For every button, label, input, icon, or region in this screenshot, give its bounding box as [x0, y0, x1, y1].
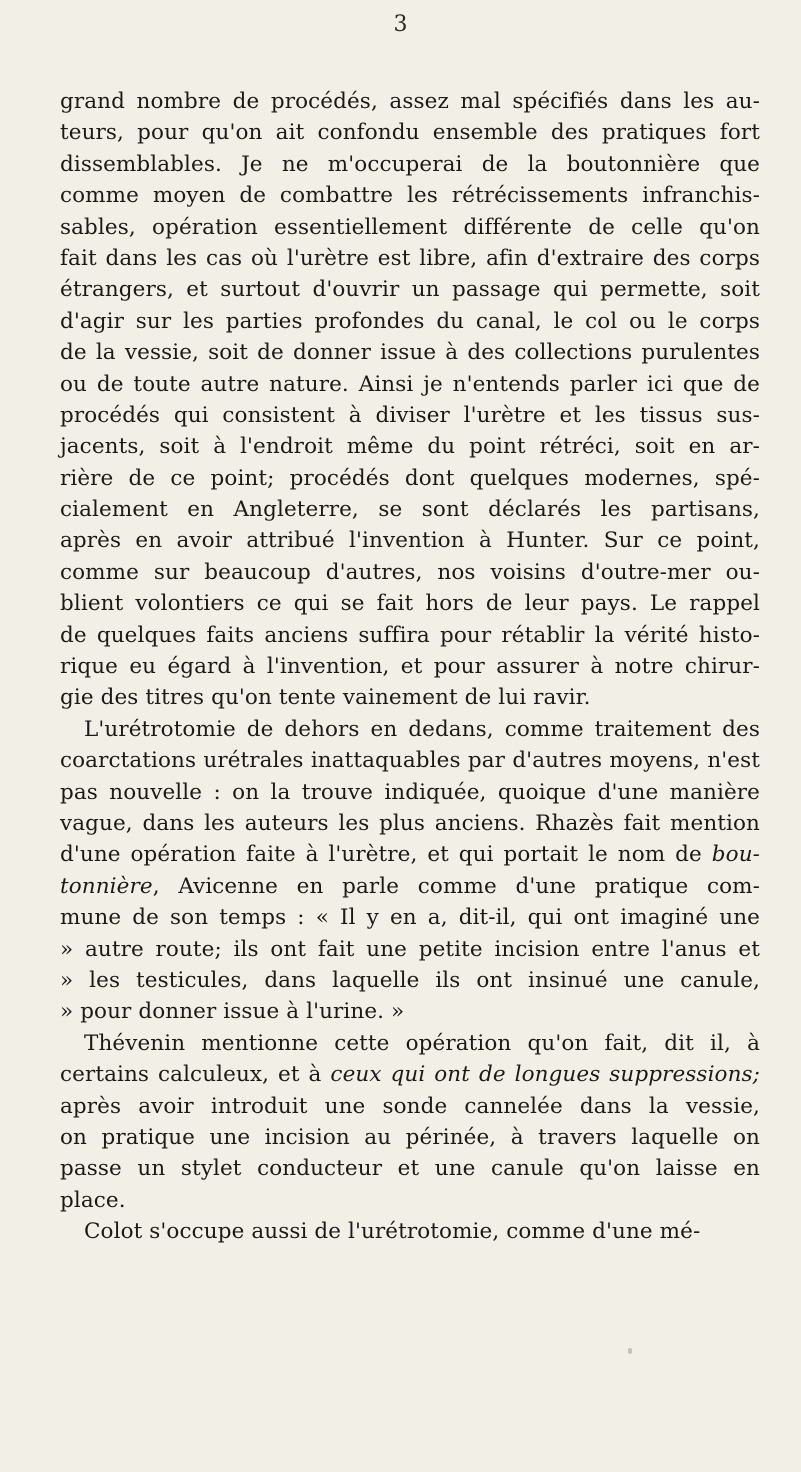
text-line: teurs, pour qu'on ait confondu ensemble des pratiques fort [60, 120, 760, 146]
text-line: dissemblables. Je ne m'occuperai de la boutonnière que [60, 151, 760, 177]
text-line: place. [60, 1187, 126, 1213]
text-line: Colot s'occupe aussi de l'urétrotomie, comme d'une mé- [84, 1219, 701, 1245]
text-segment: d'une opération faite à l'urètre, et qui portait le nom de [60, 842, 702, 868]
paper-mark [628, 1348, 632, 1354]
text-line: passe un stylet conducteur et une canule qu'on laisse en [60, 1156, 760, 1182]
italic-phrase: ceux qui ont de longues suppressions; [330, 1062, 761, 1088]
text-line: de quelques faits anciens suffira pour rétablir la vérité histo- [60, 622, 760, 648]
text-segment: certains calculeux, et à [60, 1062, 322, 1088]
text-line: comme sur beaucoup d'autres, nos voisins d'outre-mer ou- [60, 559, 760, 585]
text-segment: , Avicenne en parle comme d'une pratique com- [152, 873, 760, 899]
text-line: fait dans les cas où l'urètre est libre, afin d'extraire des corps [60, 245, 760, 271]
text-line: coarctations urétrales inattaquables par d'autres moyens, n'est [60, 748, 760, 774]
text-line: Thévenin mentionne cette opération qu'on fait, dit il, à [84, 1030, 760, 1056]
text-line: jacents, soit à l'endroit même du point rétréci, soit en ar- [60, 434, 760, 460]
text-line: blient volontiers ce qui se fait hors de leur pays. Le rappel [60, 591, 760, 617]
text-line: on pratique une incision au périnée, à travers laquelle on [60, 1124, 760, 1150]
text-line: cialement en Angleterre, se sont déclarés les partisans, [60, 497, 760, 523]
text-line: rique eu égard à l'invention, et pour assurer à notre chirur- [60, 654, 760, 680]
text-line: grand nombre de procédés, assez mal spécifiés dans les au- [60, 89, 760, 114]
text-line: » autre route; ils ont fait une petite incision entre l'anus et [60, 936, 760, 962]
text-line: comme moyen de combattre les rétrécissements infranchis- [60, 183, 760, 209]
text-line: gie des titres qu'on tente vainement de lui ravir. [60, 685, 591, 711]
text-line: sables, opération essentiellement différente de celle qu'on [60, 214, 760, 240]
text-line-with-italic [60, 871, 760, 902]
text-line: de la vessie, soit de donner issue à des collections purulentes [60, 340, 760, 366]
italic-term: bou- [711, 842, 760, 868]
page-number: 3 [393, 12, 408, 37]
text-line: d'agir sur les parties profondes du canal, le col ou le corps [60, 308, 760, 334]
text-line: L'urétrotomie de dehors en dedans, comme traitement des [84, 716, 760, 742]
text-line: ou de toute autre nature. Ainsi je n'entends parler ici que de [60, 371, 760, 397]
text-line: après en avoir attribué l'invention à Hunter. Sur ce point, [60, 528, 760, 554]
text-line: après avoir introduit une sonde cannelée dans la vessie, [60, 1093, 760, 1119]
text-line-with-italic [60, 839, 760, 870]
body-text [60, 86, 760, 1247]
text-line: rière de ce point; procédés dont quelques modernes, spé- [60, 465, 760, 491]
italic-term: tonnière [60, 873, 153, 899]
text-line: mune de son temps : « Il y en a, dit-il, qui ont imaginé une [60, 905, 760, 931]
text-line-with-italic [60, 1059, 760, 1090]
text-line: procédés qui consistent à diviser l'urètre et les tissus sus- [60, 402, 760, 428]
text-line: pas nouvelle : on la trouve indiquée, quoique d'une manière [60, 779, 760, 805]
text-line: » les testicules, dans laquelle ils ont insinué une canule, [60, 967, 760, 993]
text-line: étrangers, et surtout d'ouvrir un passage qui permette, soit [60, 277, 760, 303]
text-line: » pour donner issue à l'urine. » [60, 999, 405, 1025]
text-line: vague, dans les auteurs les plus anciens. Rhazès fait mention [60, 810, 760, 836]
